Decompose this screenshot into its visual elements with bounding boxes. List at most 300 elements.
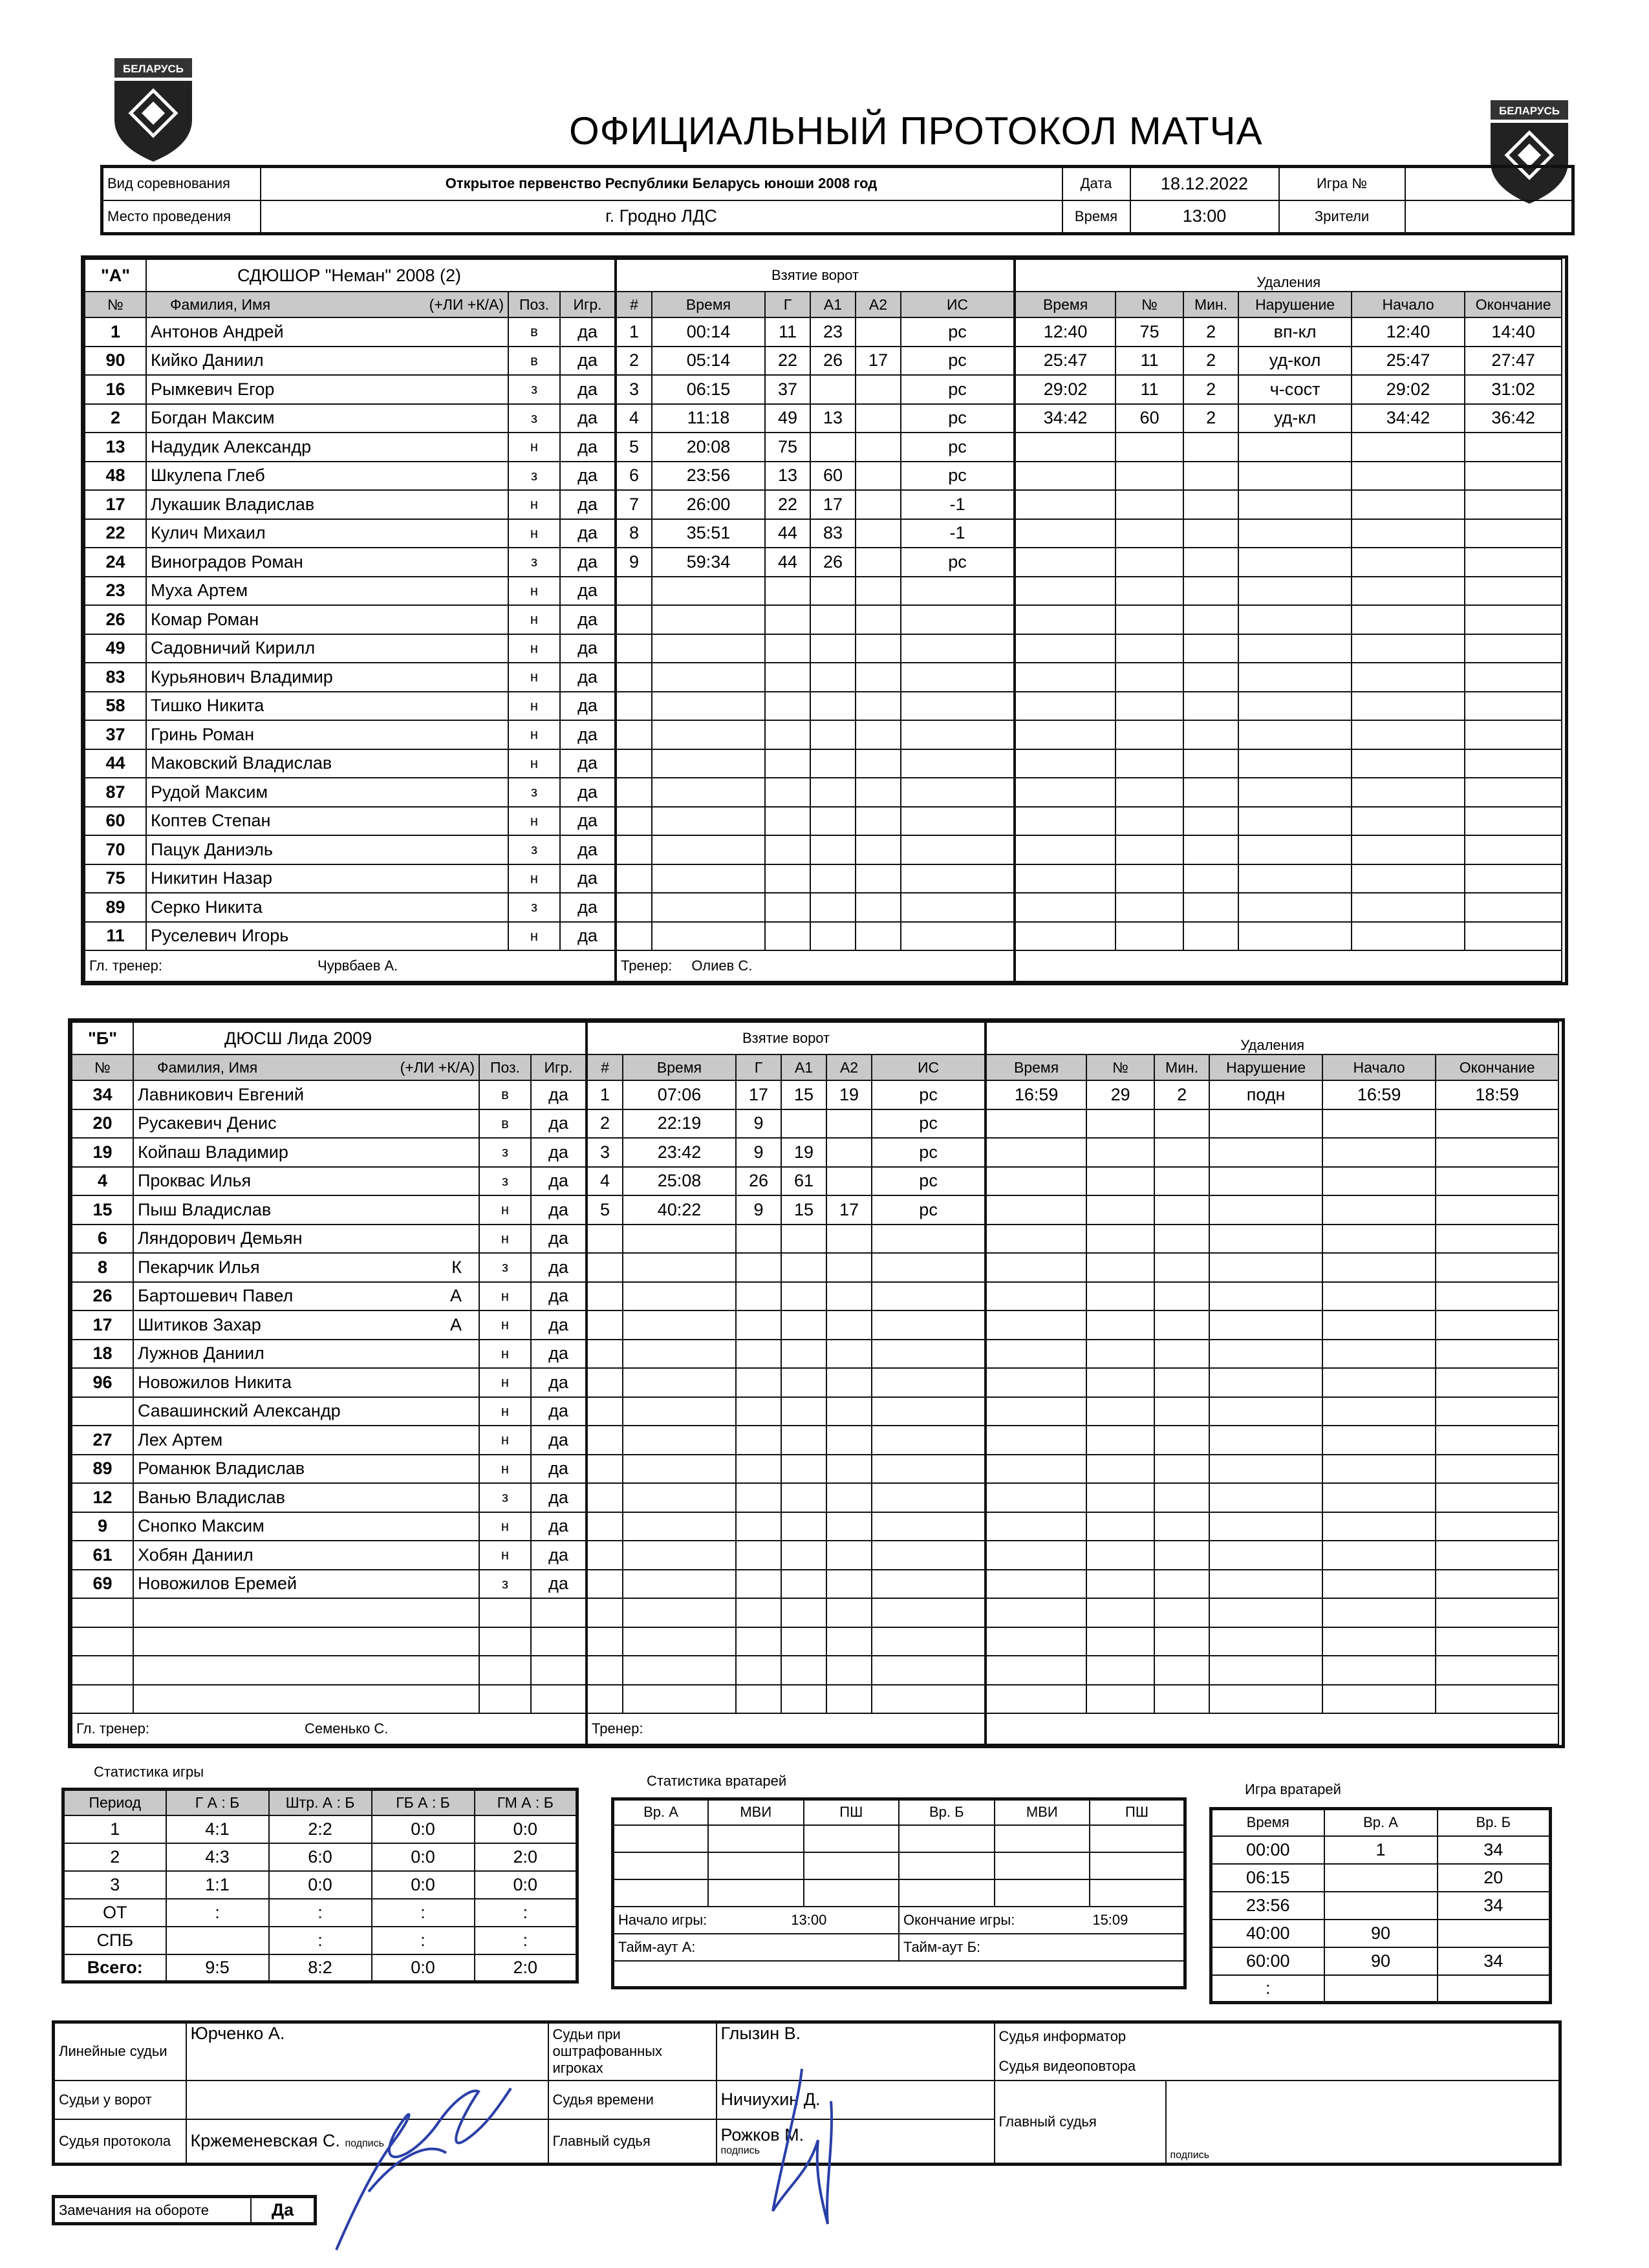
penalty-infraction: подн	[1209, 1080, 1322, 1109]
goal-assist-2	[856, 317, 901, 347]
player-played: да	[560, 375, 615, 404]
penalty-row-empty	[1015, 634, 1562, 663]
player-position: н	[479, 1311, 531, 1340]
penalty-row-empty	[1015, 778, 1562, 807]
timeout-a-label: Тайм-аут А:	[613, 1934, 900, 1961]
player-name-cell	[146, 317, 508, 347]
game-stats-cell: 0:0	[475, 1815, 577, 1843]
player-position: н	[508, 490, 560, 519]
player-position: з	[508, 404, 560, 433]
goal-number: 8	[616, 519, 652, 548]
penalty-infraction: уд-кл	[1238, 404, 1352, 433]
game-stats-cell: 0:0	[372, 1843, 475, 1871]
player-number: 26	[85, 605, 146, 634]
player-number: 16	[85, 375, 146, 404]
goal-row	[587, 1138, 985, 1167]
game-stats-cell: Всего:	[63, 1954, 166, 1982]
goal-time-header: Время	[623, 1054, 736, 1080]
goalie-game-cell: 20	[1438, 1864, 1551, 1892]
player-played: да	[560, 807, 615, 836]
player-played: да	[560, 605, 615, 634]
player-number: 12	[72, 1483, 133, 1512]
goal-row-empty	[616, 663, 1014, 692]
player-number: 23	[85, 577, 146, 606]
player-played	[531, 1598, 586, 1627]
game-end-value: 15:09	[1092, 1911, 1128, 1928]
player-name-cell	[146, 778, 508, 807]
table-row	[85, 663, 615, 692]
goalie-game-cell: 90	[1324, 1947, 1438, 1975]
player-name: Хобян Даниил	[138, 1545, 253, 1565]
player-name-cell	[133, 1167, 479, 1196]
player-name-cell	[133, 1368, 479, 1397]
team-letter: "А"	[85, 259, 146, 292]
player-played: да	[560, 317, 615, 347]
referee2-signature	[1166, 2081, 1560, 2165]
penalty-row	[1015, 347, 1562, 376]
info-judge-label: Судья информатор	[998, 2028, 1126, 2045]
player-played: да	[531, 1397, 586, 1426]
goalie-game-cell: 06:15	[1211, 1864, 1324, 1892]
table-row	[72, 1225, 586, 1254]
player-number: 26	[72, 1282, 133, 1311]
goalie-stats-table	[611, 1797, 1187, 1989]
player-played: да	[531, 1340, 586, 1369]
goal-row	[616, 519, 1014, 548]
table-row	[85, 807, 615, 836]
remarks-value: Да	[251, 2197, 316, 2224]
goal-number: 7	[616, 490, 652, 519]
signature-referee-drawing	[763, 2062, 841, 2231]
penalty-row-empty	[1015, 663, 1562, 692]
player-name-cell	[146, 835, 508, 864]
player-name: Антонов Андрей	[151, 321, 284, 341]
player-number: 22	[85, 519, 146, 548]
penalty-row-empty	[986, 1225, 1558, 1254]
goal-row-empty	[587, 1483, 985, 1512]
table-row	[72, 1512, 586, 1541]
player-number: 20	[72, 1109, 133, 1139]
table-row	[72, 1311, 586, 1340]
goalie-stats-header: Вр. Б	[899, 1799, 995, 1825]
player-number: 44	[85, 749, 146, 778]
penalty-start: 34:42	[1352, 404, 1465, 433]
player-name-cell	[146, 634, 508, 663]
goal-time: 07:06	[623, 1080, 736, 1109]
signature-label-1: подпись	[345, 2138, 384, 2150]
penalty-time: 29:02	[1015, 375, 1116, 404]
goal-a2-header: А2	[826, 1054, 872, 1080]
player-name-cell	[133, 1225, 479, 1254]
goalie-game-cell: 1	[1324, 1836, 1438, 1864]
penalty-row-empty	[1015, 692, 1562, 721]
game-stats-cell: 2	[63, 1843, 166, 1871]
goal-time: 11:18	[652, 404, 765, 433]
player-played: да	[560, 692, 615, 721]
game-stats-cell: 6:0	[269, 1843, 372, 1871]
penalty-time: 34:42	[1015, 404, 1116, 433]
penalty-row-empty	[986, 1598, 1558, 1627]
penalty-infraction: ч-сост	[1238, 375, 1352, 404]
table-row	[85, 864, 615, 893]
player-name-cell	[146, 519, 508, 548]
player-played: да	[531, 1368, 586, 1397]
table-row	[85, 577, 615, 606]
goal-situation: рс	[872, 1195, 985, 1225]
player-number: 2	[85, 404, 146, 433]
team-a-section	[81, 255, 1568, 985]
table-row	[72, 1167, 586, 1196]
player-name-cell	[133, 1570, 479, 1599]
player-played: да	[531, 1512, 586, 1541]
goal-is-header: ИС	[872, 1054, 985, 1080]
player-name: Пыш Владислав	[138, 1199, 272, 1219]
goal-time: 25:08	[623, 1167, 736, 1196]
team_b-penalties-table	[986, 1022, 1559, 1745]
goal-number: 4	[587, 1167, 623, 1196]
coach-cell	[587, 1713, 985, 1744]
referee2-label: Главный судья	[995, 2081, 1166, 2165]
game-stats-cell: :	[269, 1899, 372, 1927]
goalie-stats-header: МВИ	[708, 1799, 804, 1825]
goal-number: 6	[616, 462, 652, 491]
goal-scorer: 9	[736, 1195, 781, 1225]
table-row	[72, 1195, 586, 1225]
player-number	[72, 1627, 133, 1656]
game-stats-cell: :	[372, 1927, 475, 1954]
player-position: н	[508, 922, 560, 951]
info-video-judges	[995, 2022, 1560, 2081]
game-stats-cell: 2:0	[475, 1843, 577, 1871]
player-played: да	[531, 1426, 586, 1455]
player-name: Кулич Михаил	[151, 523, 266, 543]
penalty-end: 27:47	[1465, 347, 1562, 376]
team-name: ДЮСШ Лида 2009	[133, 1022, 586, 1054]
roster-name-header	[146, 292, 508, 317]
roster-name-label: Фамилия, Имя	[170, 295, 271, 313]
game-stats-cell: 1	[63, 1815, 166, 1843]
page-title: ОФИЦИАЛЬНЫЙ ПРОТОКОЛ МАТЧА	[569, 109, 1263, 153]
goal-situation: рс	[901, 404, 1014, 433]
player-number: 83	[85, 663, 146, 692]
player-played: да	[560, 519, 615, 548]
player-position: з	[508, 835, 560, 864]
goal-assist-1	[810, 375, 856, 404]
player-position: з	[508, 548, 560, 577]
table-row	[85, 375, 615, 404]
goal-assist-2	[826, 1138, 872, 1167]
player-name-cell	[146, 720, 508, 749]
player-name-cell	[146, 807, 508, 836]
player-role: А	[449, 1286, 462, 1306]
player-name: Рымкевич Егор	[151, 379, 275, 399]
player-position: н	[508, 663, 560, 692]
player-number: 1	[85, 317, 146, 347]
timekeeper-label: Судья времени	[548, 2081, 717, 2119]
player-name: Кийко Даниил	[151, 350, 264, 370]
table-row	[85, 490, 615, 519]
player-played: да	[531, 1195, 586, 1225]
penalties-title: Удаления	[1015, 259, 1562, 292]
player-position: н	[508, 749, 560, 778]
goal-assist-1: 13	[810, 404, 856, 433]
table-row	[72, 1685, 586, 1714]
game-stats-header: ГБ А : Б	[372, 1790, 475, 1815]
head-coach-value: Семенько С.	[305, 1720, 389, 1737]
penalties-title: Удаления	[986, 1022, 1558, 1054]
player-number: 60	[85, 807, 146, 836]
player-played: да	[560, 404, 615, 433]
player-played: да	[560, 835, 615, 864]
goal-row-empty	[587, 1455, 985, 1484]
penalty-row-empty	[986, 1512, 1558, 1541]
goal-row-empty	[587, 1368, 985, 1397]
player-number: 27	[72, 1426, 133, 1455]
player-position: н	[479, 1282, 531, 1311]
goal-row-empty	[587, 1426, 985, 1455]
game-stats-row	[63, 1815, 577, 1843]
player-name-cell	[133, 1109, 479, 1139]
roster-name-label: Фамилия, Имя	[157, 1058, 258, 1076]
goal-is-header: ИС	[901, 292, 1014, 317]
goal-row	[587, 1195, 985, 1225]
goal-hash-header: #	[587, 1054, 623, 1080]
goalie-game-cell: 34	[1438, 1947, 1551, 1975]
game-stats-cell: :	[475, 1927, 577, 1954]
goal-assist-2	[856, 375, 901, 404]
player-number	[72, 1656, 133, 1685]
goal-row-empty	[587, 1282, 985, 1311]
goalie-game-row	[1211, 1864, 1551, 1892]
goal-assist-1: 26	[810, 347, 856, 376]
player-name-cell	[146, 347, 508, 376]
player-played: да	[560, 577, 615, 606]
goal-situation: рс	[901, 317, 1014, 347]
penalty-row-empty	[1015, 835, 1562, 864]
player-number: 6	[72, 1225, 133, 1254]
pen-num-header: №	[1086, 1054, 1154, 1080]
player-name-cell	[146, 864, 508, 893]
player-name: Маковский Владислав	[151, 753, 332, 773]
penalty-start: 25:47	[1352, 347, 1465, 376]
player-name: Серко Никита	[151, 897, 263, 917]
goalie-game-row	[1211, 1920, 1551, 1947]
goal-assist-1: 61	[781, 1167, 826, 1196]
pen-time-header: Время	[1015, 292, 1116, 317]
player-number: 69	[72, 1570, 133, 1599]
roster-num-header: №	[85, 292, 146, 317]
penalty-start: 12:40	[1352, 317, 1465, 347]
player-position	[479, 1627, 531, 1656]
penalty-row-empty	[1015, 605, 1562, 634]
team_a-goals-table	[616, 259, 1015, 982]
penalty-end: 36:42	[1465, 404, 1562, 433]
player-played: да	[560, 893, 615, 922]
penalty-time: 25:47	[1015, 347, 1116, 376]
player-name-cell	[133, 1195, 479, 1225]
pen-start-header: Начало	[1322, 1054, 1436, 1080]
player-number: 96	[72, 1368, 133, 1397]
player-played: да	[560, 548, 615, 577]
goal-row-empty	[616, 835, 1014, 864]
goal-scorer: 22	[765, 490, 810, 519]
pen-end-header: Окончание	[1436, 1054, 1558, 1080]
table-row	[72, 1368, 586, 1397]
referee-value: Рожков М.	[720, 2125, 804, 2145]
penalty-row	[986, 1080, 1558, 1109]
goal-number: 2	[616, 347, 652, 376]
goal-time: 35:51	[652, 519, 765, 548]
roster-played-header: Игр.	[560, 292, 615, 317]
player-name-cell	[133, 1455, 479, 1484]
goal-row-empty	[587, 1311, 985, 1340]
game-stats-cell	[166, 1927, 269, 1954]
player-position: з	[479, 1253, 531, 1282]
player-position: в	[508, 347, 560, 376]
goal-time: 23:42	[623, 1138, 736, 1167]
table-row	[85, 778, 615, 807]
table-row	[85, 720, 615, 749]
goal-time: 00:14	[652, 317, 765, 347]
goal-situation: рс	[872, 1109, 985, 1139]
player-name-cell	[146, 548, 508, 577]
goal-number: 3	[587, 1138, 623, 1167]
goal-number: 9	[616, 548, 652, 577]
game-stats-cell: 0:0	[475, 1871, 577, 1899]
goal-row-empty	[616, 577, 1014, 606]
pen-num-header: №	[1116, 292, 1183, 317]
penalty-row-empty	[986, 1138, 1558, 1167]
player-number: 4	[72, 1167, 133, 1196]
goal-number: 3	[616, 375, 652, 404]
goal-assist-2	[856, 490, 901, 519]
team_a-penalties-table	[1015, 259, 1562, 982]
pen-infraction-header: Нарушение	[1238, 292, 1352, 317]
penalty-minutes: 2	[1183, 317, 1238, 347]
player-name-cell	[146, 749, 508, 778]
goal-row-empty	[616, 720, 1014, 749]
goal-situation: рс	[901, 548, 1014, 577]
goal-situation: -1	[901, 490, 1014, 519]
player-played: да	[531, 1570, 586, 1599]
table-row	[85, 404, 615, 433]
player-number: 70	[85, 835, 146, 864]
goal-row	[587, 1167, 985, 1196]
table-row	[85, 462, 615, 491]
pen-infraction-header: Нарушение	[1209, 1054, 1322, 1080]
penalty-row-empty	[986, 1195, 1558, 1225]
penalty-row	[1015, 375, 1562, 404]
goal-assist-2: 17	[856, 347, 901, 376]
goalie-stats-row	[613, 1825, 1185, 1852]
goal-scorer: 44	[765, 519, 810, 548]
game-number-value	[1405, 167, 1573, 200]
game-number-label: Игра №	[1279, 167, 1405, 200]
game-stats-title: Статистика игры	[94, 1764, 204, 1780]
player-number: 24	[85, 548, 146, 577]
penalty-player: 11	[1116, 347, 1183, 376]
player-name: Руселевич Игорь	[151, 926, 289, 946]
goal-assist-1: 83	[810, 519, 856, 548]
game-stats-cell: :	[372, 1899, 475, 1927]
coach-value: Олиев С.	[691, 957, 753, 974]
penalty-row	[1015, 404, 1562, 433]
team_b-goals-table	[587, 1022, 986, 1745]
penalty-row-empty	[986, 1685, 1558, 1714]
player-name-cell	[146, 433, 508, 462]
player-played	[531, 1656, 586, 1685]
goalie-game-header: Вр. А	[1324, 1809, 1438, 1836]
goal-assist-1: 15	[781, 1195, 826, 1225]
penalty-row-empty	[1015, 462, 1562, 491]
goal-assist-1	[781, 1109, 826, 1139]
player-position: н	[508, 433, 560, 462]
player-position: н	[508, 692, 560, 721]
penalty-row-empty	[986, 1455, 1558, 1484]
player-name: Лавникович Евгений	[138, 1084, 304, 1104]
goal-situation: рс	[901, 462, 1014, 491]
date-value: 18.12.2022	[1130, 167, 1279, 200]
goal-row-empty	[587, 1253, 985, 1282]
goal-time: 59:34	[652, 548, 765, 577]
svg-text:БЕЛАРУСЬ: БЕЛАРУСЬ	[123, 63, 184, 75]
player-name-cell	[133, 1311, 479, 1340]
game-stats-cell: 8:2	[269, 1954, 372, 1982]
penalty-player: 75	[1116, 317, 1183, 347]
team_b-roster-table	[71, 1022, 587, 1745]
competition-value: Открытое первенство Республики Беларусь юноши 2008 год	[261, 167, 1062, 200]
player-number	[72, 1598, 133, 1627]
player-number: 75	[85, 864, 146, 893]
roster-pos-header: Поз.	[479, 1054, 531, 1080]
player-played: да	[560, 433, 615, 462]
game-start-cell	[613, 1907, 900, 1934]
player-played: да	[560, 922, 615, 951]
goal-number: 2	[587, 1109, 623, 1139]
penalty-start: 29:02	[1352, 375, 1465, 404]
player-name: Садовничий Кирилл	[151, 638, 316, 658]
penalty-infraction: вп-кл	[1238, 317, 1352, 347]
goal-row	[587, 1080, 985, 1109]
goal-assist-2	[826, 1109, 872, 1139]
goals-title: Взятие ворот	[587, 1022, 985, 1054]
goal-row	[587, 1109, 985, 1139]
goal-assist-1: 60	[810, 462, 856, 491]
goal-assist-2	[856, 548, 901, 577]
penalty-minutes: 2	[1154, 1080, 1209, 1109]
player-name: Виноградов Роман	[151, 551, 303, 572]
goal-number: 1	[616, 317, 652, 347]
player-number	[72, 1397, 133, 1426]
player-position	[479, 1598, 531, 1627]
player-name: Романюк Владислав	[138, 1459, 305, 1479]
goal-row	[616, 404, 1014, 433]
player-name-cell	[133, 1685, 479, 1714]
goal-situation: рс	[872, 1080, 985, 1109]
player-number: 17	[72, 1311, 133, 1340]
player-played: да	[531, 1080, 586, 1109]
goal-row	[616, 317, 1014, 347]
player-played: да	[560, 864, 615, 893]
time-label: Время	[1062, 200, 1130, 234]
pen-start-header: Начало	[1352, 292, 1465, 317]
game-stats-cell: :	[166, 1899, 269, 1927]
goalie-game-cell: 34	[1438, 1892, 1551, 1920]
player-name: Лужнов Даниил	[138, 1343, 264, 1364]
table-row	[72, 1080, 586, 1109]
spectators-value	[1405, 200, 1573, 234]
penalty-player: 29	[1086, 1080, 1154, 1109]
